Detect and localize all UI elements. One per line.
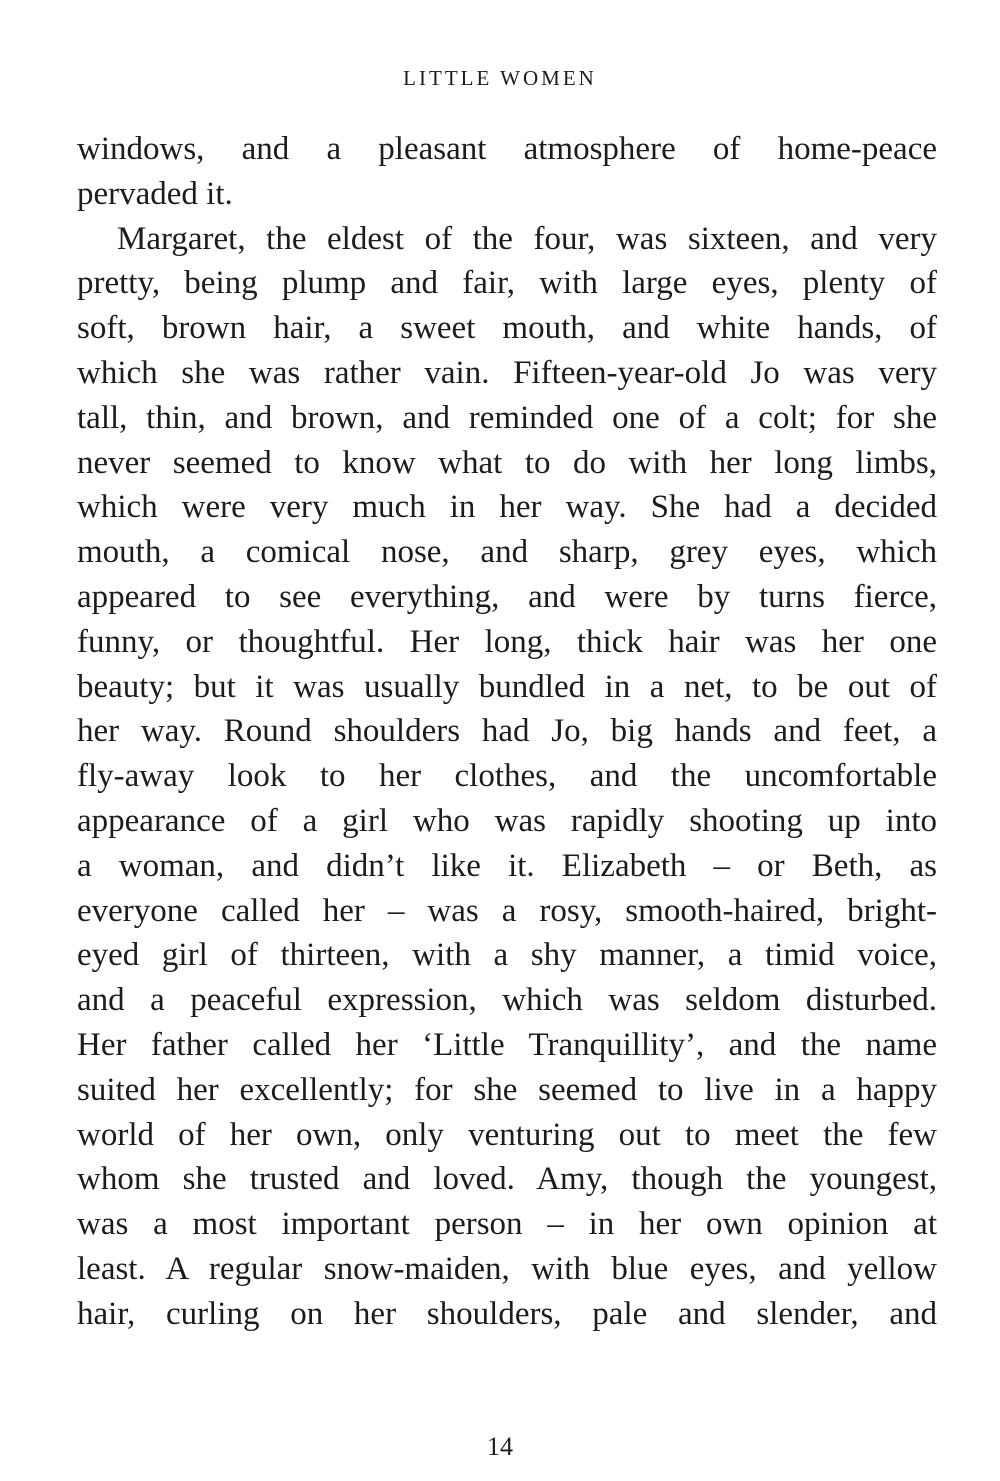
text-line: a woman, and didn’t like it. Elizabeth – or Beth, as — [77, 847, 937, 884]
page-number: 14 — [487, 1432, 513, 1461]
text-line: appeared to see everything, and were by turns fierce, — [77, 578, 937, 615]
text-line: fly-away look to her clothes, and the uncomfortable — [77, 758, 937, 795]
text-line: funny, or thoughtful. Her long, thick hair was her one — [77, 623, 937, 660]
text-line: her way. Round shoulders had Jo, big hands and feet, a — [77, 713, 937, 750]
text-line: everyone called her – was a rosy, smooth-haired, bright- — [77, 892, 937, 929]
text-line: appearance of a girl who was rapidly shooting up into — [77, 802, 937, 839]
text-line: tall, thin, and brown, and reminded one of a colt; for she — [77, 399, 937, 436]
text-line: which she was rather vain. Fifteen-year-old Jo was very — [77, 354, 937, 391]
text-line: world of her own, only venturing out to meet the few — [77, 1116, 937, 1153]
text-line: soft, brown hair, a sweet mouth, and white hands, of — [77, 310, 937, 347]
text-line: suited her excellently; for she seemed to live in a happy — [77, 1071, 937, 1108]
text-line: and a peaceful expression, which was seldom disturbed. — [77, 982, 937, 1019]
text-line: Her father called her ‘Little Tranquillity’, and the name — [77, 1026, 937, 1063]
text-line: mouth, a comical nose, and sharp, grey eyes, which — [77, 534, 937, 571]
text-line: least. A regular snow-maiden, with blue eyes, and yellow — [77, 1250, 937, 1287]
text-line: beauty; but it was usually bundled in a net, to be out of — [77, 668, 937, 705]
text-line: which were very much in her way. She had a decided — [77, 489, 937, 526]
body-text — [77, 127, 937, 1337]
text-line: Margaret, the eldest of the four, was sixteen, and very — [117, 220, 937, 257]
text-line: hair, curling on her shoulders, pale and slender, and — [77, 1295, 937, 1332]
text-line: pretty, being plump and fair, with large eyes, plenty of — [77, 265, 937, 302]
text-line: was a most important person – in her own opinion at — [77, 1206, 937, 1243]
text-line: never seemed to know what to do with her long limbs, — [77, 444, 937, 481]
text-line: whom she trusted and loved. Amy, though the youngest, — [77, 1161, 937, 1198]
text-line: windows, and a pleasant atmosphere of home-peace — [77, 131, 937, 167]
running-head: LITTLE WOMEN — [403, 66, 597, 90]
text-line: eyed girl of thirteen, with a shy manner, a timid voice, — [77, 937, 937, 974]
text-line: pervaded it. — [77, 175, 233, 212]
